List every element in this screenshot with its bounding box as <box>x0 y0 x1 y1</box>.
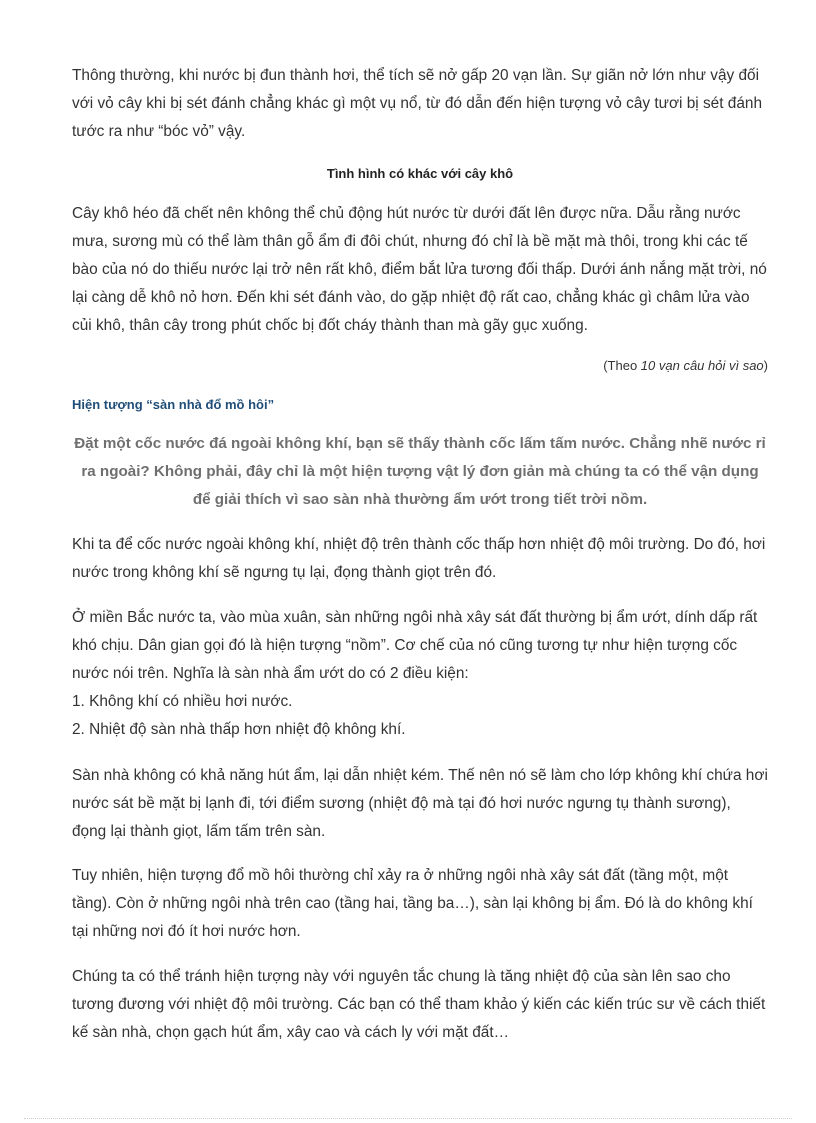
dry-tree-paragraph: Cây khô héo đã chết nên không thể chủ động hút nước từ dưới đất lên được nữa. Dẫu rằng nước mưa, sương mù có thể làm thân gỗ ẩm đi đôi chút, nhưng đó chỉ là bề mặt mà thôi, trong khi các tế bào của nó do thiếu nước lại trở nên rất khô, điểm bắt lửa tương đối thấp. Dưới ánh nắng mặt trời, nó lại càng dễ khô nỏ hơn. Đến khi sét đánh vào, do gặp nhiệt độ rất cao, chẳng khác gì châm lửa vào củi khô, thân cây trong phút chốc bị đốt cháy thành than mà gãy gục xuống. <box>72 205 767 334</box>
source-suffix: ) <box>763 358 768 373</box>
lead-paragraph: Đặt một cốc nước đá ngoài không khí, bạn sẽ thấy thành cốc lấm tấm nước. Chẳng nhẽ nước rỉ ra ngoài? Không phải, đây chỉ là một hiện tượng vật lý đơn giản mà chúng ta có thể vận dụng để giải thích vì sao sàn nhà thường ẩm ướt trong tiết trời nồm. <box>74 435 766 508</box>
paragraph-4: Tuy nhiên, hiện tượng đổ mồ hôi thường chỉ xảy ra ở những ngôi nhà xây sát đất (tầng một, một tầng). Còn ở những ngôi nhà trên cao (tầng hai, tầng ba…), sàn lại không bị ẩm. Đó là do không khí tại những nơi đó ít hơi nước hơn. <box>72 867 753 940</box>
source-title: 10 vạn câu hỏi vì sao <box>640 358 764 373</box>
condition-1: 1. Không khí có nhiều hơi nước. <box>72 693 293 710</box>
paragraph-5: Chúng ta có thể tránh hiện tượng này với nguyên tắc chung là tăng nhiệt độ của sàn lên sao cho tương đương với nhiệt độ môi trường. Các bạn có thể tham khảo ý kiến các kiến trúc sư về cách thiết kế sàn nhà, chọn gạch hút ẩm, xây cao và cách ly với mặt đất… <box>72 968 766 1041</box>
paragraph-2-block <box>72 604 768 744</box>
footer-divider <box>24 1118 792 1119</box>
subheading-dry-tree: Tình hình có khác với cây khô <box>326 166 514 181</box>
paragraph-3: Sàn nhà không có khả năng hút ẩm, lại dẫn nhiệt kém. Thế nên nó sẽ làm cho lớp không khí chứa hơi nước sát bề mặt bị lạnh đi, tới điểm sương (nhiệt độ mà tại đó hơi nước ngưng tụ thành sương), đọng lại thành giọt, lấm tấm trên sàn. <box>72 767 768 840</box>
paragraph-2: Ở miền Bắc nước ta, vào mùa xuân, sàn những ngôi nhà xây sát đất thường bị ẩm ướt, dính dấp rất khó chịu. Dân gian gọi đó là hiện tượng “nồm”. Cơ chế của nó cũng tương tự như hiện tượng cốc nước nói trên. Nghĩa là sàn nhà ẩm ướt do có 2 điều kiện: <box>72 609 758 682</box>
source-citation <box>72 358 768 373</box>
paragraph-1: Khi ta để cốc nước ngoài không khí, nhiệt độ trên thành cốc thấp hơn nhiệt độ môi trường. Do đó, hơi nước trong không khí sẽ ngưng tụ lại, đọng thành giọt trên đó. <box>72 536 766 581</box>
source-prefix: (Theo <box>603 358 641 373</box>
condition-2: 2. Nhiệt độ sàn nhà thấp hơn nhiệt độ không khí. <box>72 721 406 738</box>
section-title: Hiện tượng “sàn nhà đổ mồ hôi” <box>72 397 275 412</box>
intro-paragraph: Thông thường, khi nước bị đun thành hơi, thể tích sẽ nở gấp 20 vạn lần. Sự giãn nở lớn như vậy đối với vỏ cây khi bị sét đánh chẳng khác gì một vụ nổ, từ đó dẫn đến hiện tượng vỏ cây tươi bị sét đánh tước ra như “bóc vỏ” vậy. <box>72 67 763 140</box>
